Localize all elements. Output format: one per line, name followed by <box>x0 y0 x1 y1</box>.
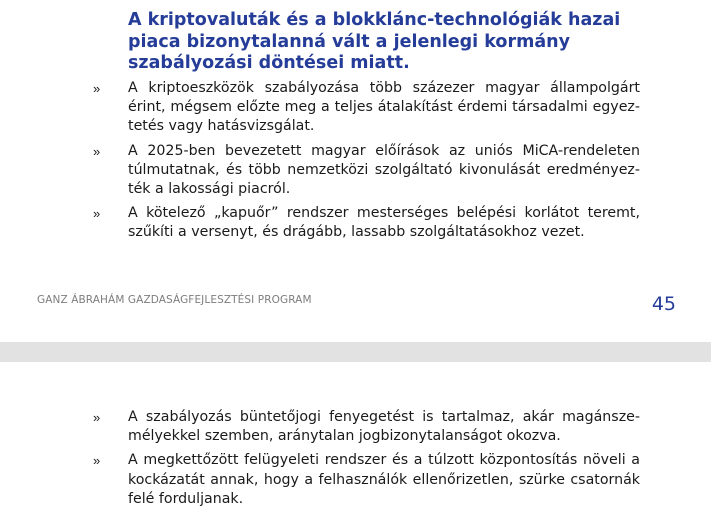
bullet-list-top <box>0 79 711 248</box>
bullet-marker: » <box>93 143 101 159</box>
page-number: 45 <box>651 293 676 315</box>
document-page-bottom <box>0 362 711 510</box>
bullet-text: A megkettőzött felügyeleti rendszer és a túlzott központosítás növeli a kockázatát annak, hogy a felhasználók ellenőrizetlen, szürke csatornák felé forduljanak. <box>128 452 640 507</box>
bullet-text: A 2025-ben bevezetett magyar előírások az uniós MiCA-rendeleten túlmutatnak, és több nemzetközi szolgáltató kivonulását eredményezték a lakossági piacról. <box>128 142 640 198</box>
bullet-item <box>0 451 711 509</box>
bullet-item <box>0 408 711 446</box>
bullet-text: A kötelező „kapuőr” rendszer mesterséges belépési korlátot teremt, szűkíti a versenyt, és drágább, lassabb szolgáltatásokhoz vezet. <box>128 205 640 241</box>
bullet-text: A szabályozás büntetőjogi fenyegetést is tartalmaz, akár magánszemélyekkel szemben, aránytalan jogbizonytalanságot okozva. <box>128 409 640 445</box>
bullet-marker: » <box>93 81 101 96</box>
bullet-marker: » <box>93 206 101 222</box>
section-heading: A kriptovaluták és a blokklánc-technológiák hazai piaca bizonytalanná vált a jelenlegi kormány szabályozási döntései miatt. <box>128 10 621 73</box>
bullet-marker: » <box>93 453 101 469</box>
page-separator <box>0 342 711 362</box>
bullet-text: A kriptoeszközök szabályozása több százezer magyar állampolgárt érint, mégsem előzte meg a teljes átalakítást érdemi társadalmi egyeztetés vagy hatásvizsgálat. <box>128 80 640 135</box>
bullet-item <box>0 142 711 200</box>
bullet-list-bottom <box>0 408 711 514</box>
footer-program-label: GANZ ÁBRAHÁM GAZDASÁGFEJLESZTÉSI PROGRAM <box>37 294 312 306</box>
bullet-item <box>0 79 711 137</box>
bullet-item <box>0 204 711 242</box>
bullet-marker: » <box>93 410 101 425</box>
